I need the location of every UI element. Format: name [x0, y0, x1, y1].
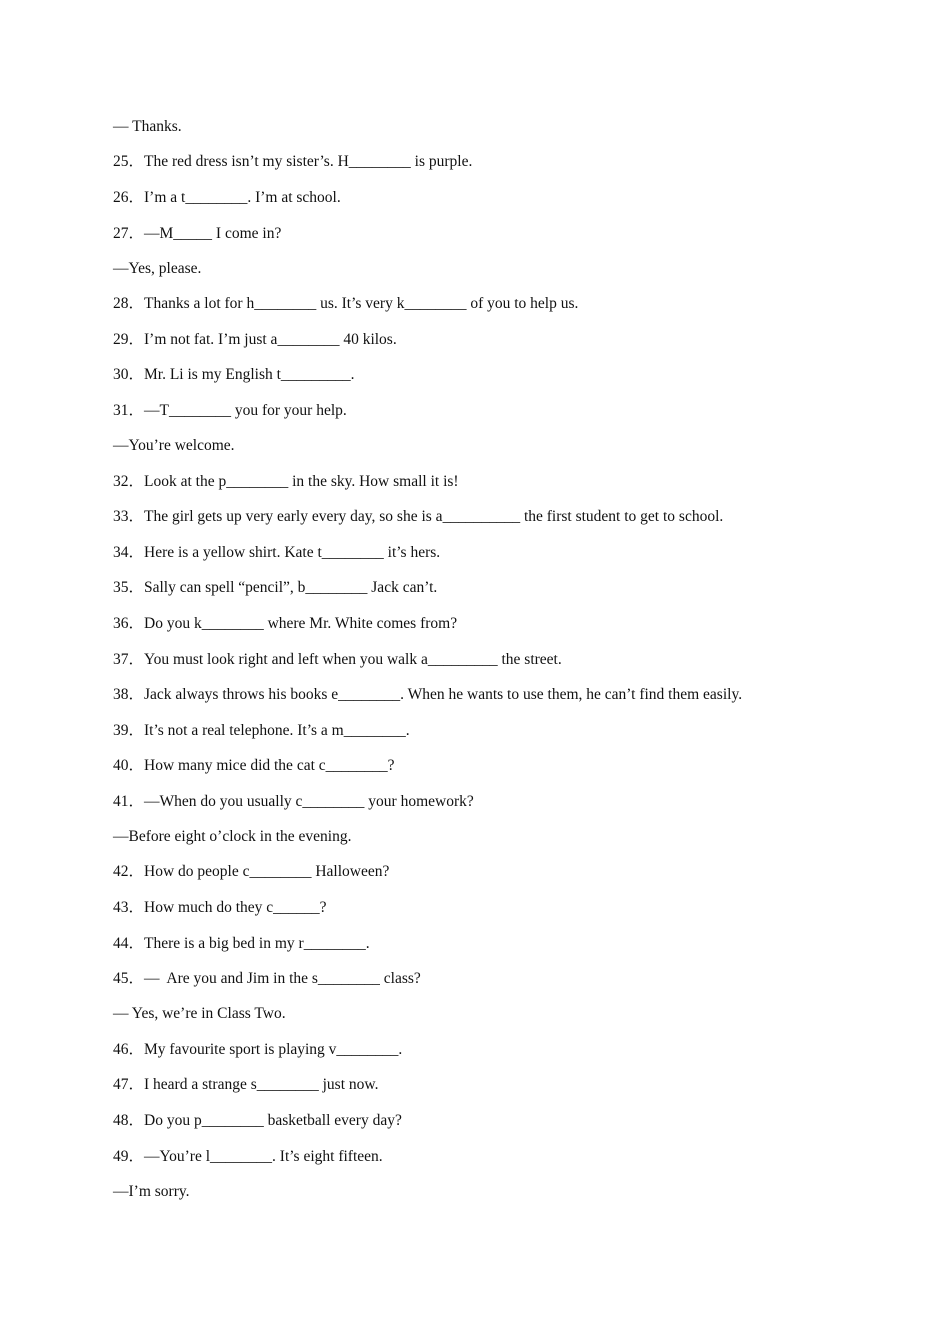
question-32: 32．Look at the p________ in the sky. How small it is! [113, 473, 459, 490]
question-47: 47．I heard a strange s________ just now. [113, 1076, 379, 1093]
question-28: 28．Thanks a lot for h________ us. It’s very k________ of you to help us. [113, 295, 579, 312]
question-37: 37．You must look right and left when you walk a_________ the street. [113, 651, 562, 668]
question-30: 30．Mr. Li is my English t_________. [113, 366, 355, 383]
question-42: 42．How do people c________ Halloween? [113, 863, 390, 880]
question-36: 36．Do you k________ where Mr. White comes from? [113, 615, 458, 632]
question-39: 39．It’s not a real telephone. It’s a m________. [113, 722, 410, 739]
dialogue-reply: —You’re welcome. [113, 437, 235, 454]
dialogue-reply: —I’m sorry. [113, 1183, 190, 1200]
dialogue-reply: —Before eight o’clock in the evening. [113, 828, 352, 845]
question-33: 33．The girl gets up very early every day, so she is a__________ the first student to get to school. [113, 508, 724, 525]
dialogue-reply: — Thanks. [113, 118, 182, 135]
question-46: 46．My favourite sport is playing v________. [113, 1041, 403, 1058]
question-43: 43．How much do they c______? [113, 899, 327, 916]
question-29: 29．I’m not fat. I’m just a________ 40 kilos. [113, 331, 397, 348]
question-27: 27．—M_____ I come in? [113, 225, 282, 242]
dialogue-reply: —Yes, please. [113, 260, 202, 277]
question-38: 38．Jack always throws his books e________. When he wants to use them, he can’t find them easily. [113, 686, 743, 703]
question-34: 34．Here is a yellow shirt. Kate t________ it’s hers. [113, 544, 441, 561]
question-49: 49．—You’re l________. It’s eight fifteen. [113, 1148, 383, 1165]
question-25: 25．The red dress isn’t my sister’s. H________ is purple. [113, 153, 473, 170]
question-41: 41．—When do you usually c________ your homework? [113, 793, 474, 810]
question-31: 31．—T________ you for your help. [113, 402, 347, 419]
question-48: 48．Do you p________ basketball every day? [113, 1112, 402, 1129]
question-45: 45．— Are you and Jim in the s________ class? [113, 970, 421, 987]
question-26: 26．I’m a t________. I’m at school. [113, 189, 341, 206]
dialogue-reply: — Yes, we’re in Class Two. [113, 1005, 286, 1022]
question-40: 40．How many mice did the cat c________? [113, 757, 395, 774]
question-35: 35．Sally can spell “pencil”, b________ Jack can’t. [113, 579, 438, 596]
question-44: 44．There is a big bed in my r________. [113, 935, 370, 952]
